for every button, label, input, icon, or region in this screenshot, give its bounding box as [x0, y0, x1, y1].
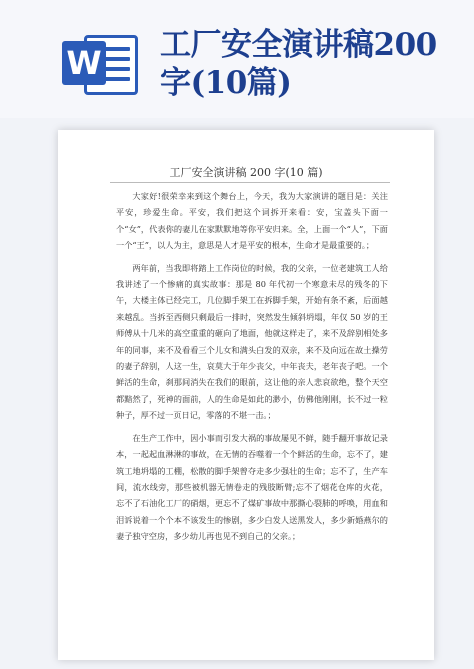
header-banner [0, 0, 474, 118]
document-title: 工厂安全演讲稿 200 字(10 篇) [169, 166, 323, 179]
paragraph: 在生产工作中，因小事而引发大祸的事故屡见不鲜，随手翻开事故记录本，一起起血淋淋的事故，在无情的吞噬着一个个鲜活的生命，忘不了，建筑工地坍塌的工棚，松散的脚手架曾夺走多少强壮的生命；忘不了，生产车间，流水线旁，那些被机器无情卷走的残肢断臂;忘不了烟花仓库的火花，忘不了石油化工厂的硝烟，更忘不了煤矿事故中那撕心裂肺的呼唤，用血和泪诉说着一个个本不该发生的惨剧，多少白发人送黑发人，多少新婚燕尔的妻子独守空房，多少幼儿再也见不到自己的父亲。； [116, 432, 388, 542]
document-body [116, 188, 388, 551]
title-rule [110, 182, 390, 183]
paragraph: 大家好!很荣幸来到这个舞台上，今天，我为大家演讲的题目是：关注平安，珍爱生命。平安，我们把这个词拆开来看：安，宝盖头下面一个“女”，代表你的妻儿在家默默地等你平安归来。全，上面一个“人”，下面一个“王”，以人为主，意思是人才是平安的根本，生命才是最重要的。； [116, 191, 388, 251]
document-page [58, 130, 434, 660]
word-icon [62, 27, 138, 97]
paragraph: 两年前，当我即将踏上工作岗位的时候，我的父亲，一位老建筑工人给我讲述了一个惨痛的真实故事：那是 80 年代初一个寒意未尽的残冬的下午，大楼主体已经完工，几位脚手架工在拆脚手架，开始有条不紊，后面越来越乱。当拆至西侧只剩最后一排时，突然发生倾斜坍塌，年仅 50 岁的王师傅从十几米的高空重重的砸向了地面，他就这样走了，来不及辞别相处多年的同事，来不及看看三个儿女和满头白发的双亲，来不及向远在故土操劳的妻子辞别，人这一生，哀莫大于年少丧父，中年丧夫，老年丧子吧。一个鲜活的生命，刹那间消失在我们的眼前，这让他的亲人悲哀欲绝，整个天空都黯然了，死神的面前，人的生命是如此的渺小，仿佛他刚刚，长不过一粒种子，厚不过一页日记，零落的不堪一击。； [116, 262, 388, 421]
word-icon-badge: W [62, 41, 106, 85]
page-title: 工厂安全演讲稿200字(10篇) [160, 27, 437, 101]
